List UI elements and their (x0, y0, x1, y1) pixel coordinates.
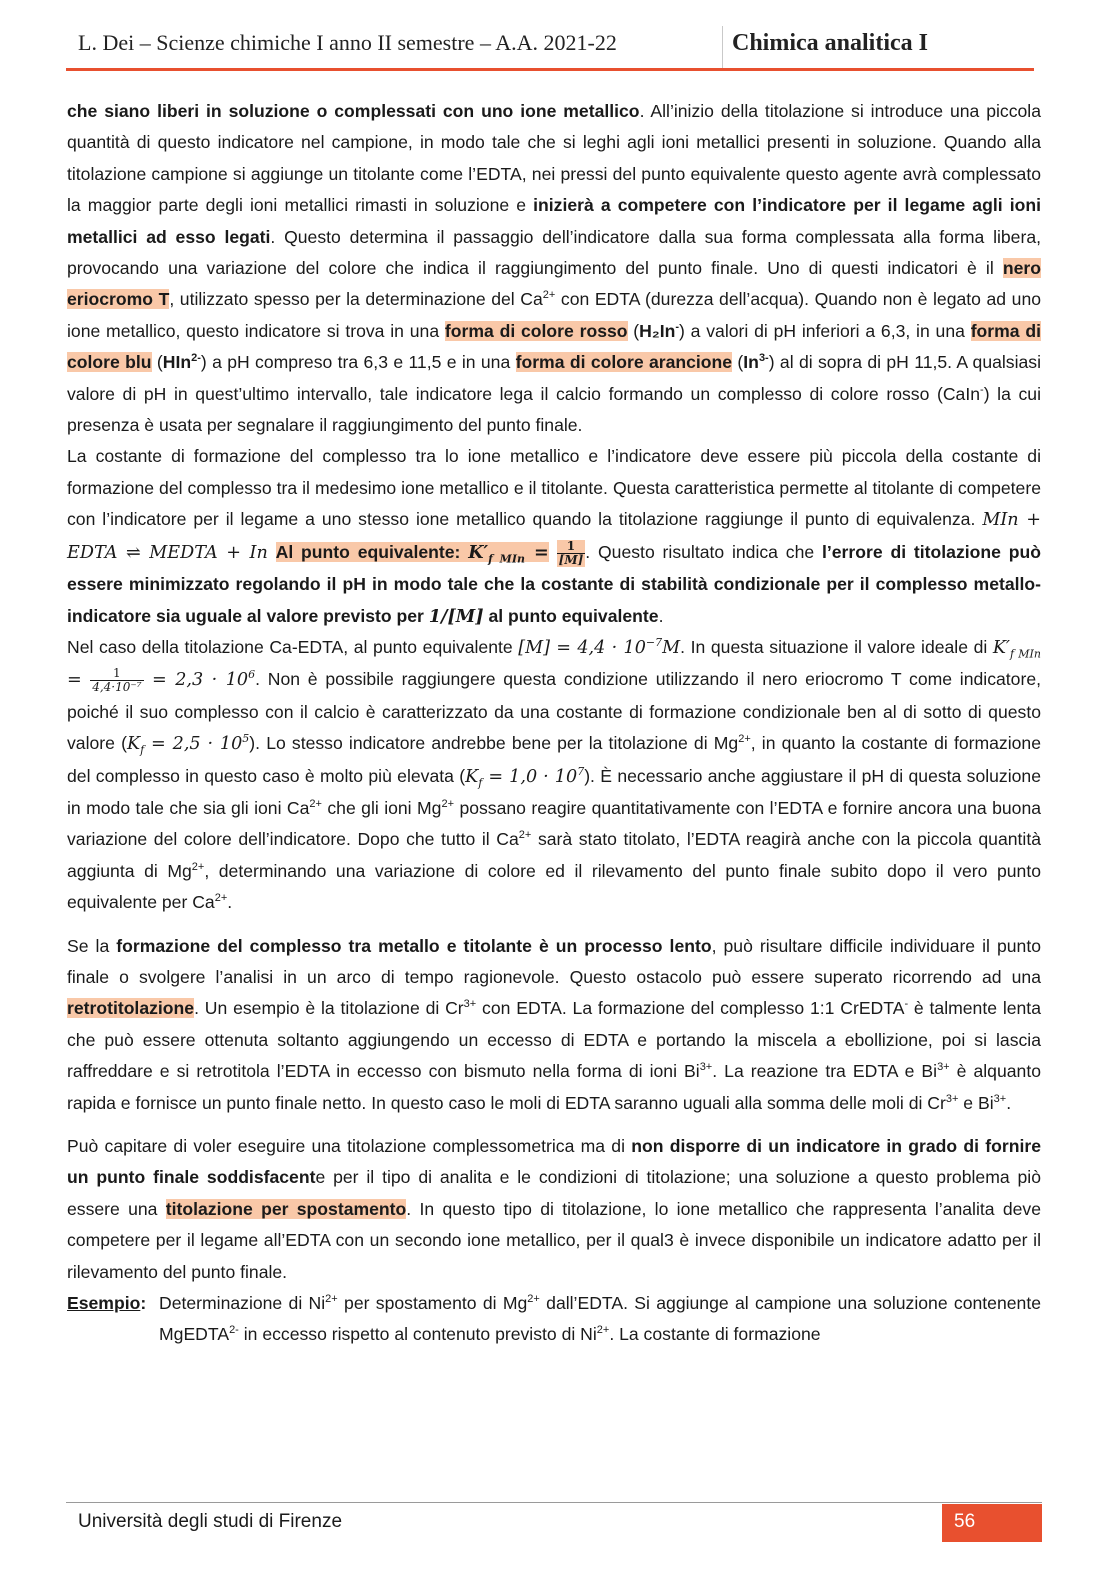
bold-formula: In (743, 352, 759, 373)
superscript: 2+ (518, 829, 532, 842)
superscript: 5 (242, 732, 250, 746)
math-expression: = 1,0 · 10 (482, 766, 578, 787)
text-run: che gli ioni Mg (321, 797, 442, 818)
math-symbol: K′ (992, 637, 1011, 658)
highlight-term: nero eriocromo T (67, 258, 1041, 310)
highlight-term: retrotitolazione (67, 998, 195, 1019)
superscript: - (980, 383, 984, 396)
text-run: per spostamento di Mg (337, 1293, 528, 1314)
text-run: ). È necessario anche aggiustare il pH di questa soluzione in modo tale che sia gli ioni Ca (67, 765, 1041, 818)
bold-phrase: formazione del complesso tra metallo e titolante è un processo lento (116, 935, 712, 956)
header-course-info: L. Dei – Scienze chimiche I anno II semestre – A.A. 2021-22 (78, 30, 617, 55)
superscript: 3+ (937, 1061, 950, 1074)
superscript: −7 (645, 636, 663, 650)
text-run: sarà stato titolato, l’EDTA reagirà anche con la piccola quantità aggiunta di Mg (67, 829, 1041, 881)
superscript: 6 (248, 668, 256, 682)
text-run: . (227, 892, 233, 913)
text-run: . (1006, 1092, 1012, 1113)
superscript: 2+ (542, 289, 556, 302)
text-run: dall’EDTA. Si aggiunge al campione una soluzione contenente MgEDTA (159, 1293, 1041, 1345)
text-run: è alquanto rapida e fornisce un punto finale netto. In questo caso le moli di EDTA saranno uguali alla somma delle moli di Cr (67, 1061, 1041, 1113)
example-label-text: Esempio (67, 1293, 141, 1314)
footer-rule (66, 1502, 1042, 1503)
superscript: - (675, 320, 680, 333)
superscript: 2+ (325, 1293, 338, 1306)
highlight-text: Al punto equivalente: (275, 541, 469, 562)
fraction-denominator: 4,4·10⁻⁷ (92, 680, 142, 695)
text-run: . Un esempio è la titolazione di Cr (194, 998, 464, 1019)
header-rule (66, 68, 1034, 71)
fraction-one-over-m (557, 540, 586, 567)
text-run: , determinando una variazione di colore ed il rilevamento del punto finale subito dopo il vero punto equivalente per Ca (67, 860, 1041, 913)
superscript: 7 (577, 764, 585, 778)
subscript: f MIn (1010, 647, 1041, 661)
text-run (268, 542, 276, 562)
paragraph-indicators (67, 96, 1041, 441)
text-run: . Questo determina il passaggio dell’indicatore dalla sua forma complessata alla forma libera, provocando una variazione del colore che indica il raggiungimento del punto finale. Uno di questi indicatori è il (67, 226, 1041, 279)
superscript: 2+ (527, 1293, 540, 1306)
page-header (66, 22, 1034, 72)
header-divider (722, 26, 723, 68)
highlight-term: forma di colore arancione (515, 352, 733, 373)
math-symbol: M (662, 637, 681, 658)
superscript: 2+ (191, 860, 205, 873)
text-run: . In questa situazione il valore ideale di (680, 636, 993, 657)
text-run: possano reagire quantitativamente con l’EDTA e fornire ancora una buona variazione del colore dell’indicatore. Dopo che tutto il Ca (67, 797, 1042, 850)
superscript: 2- (229, 1324, 239, 1337)
superscript: 3- (758, 352, 769, 365)
text-run: Nel caso della titolazione Ca-EDTA, al punto equivalente (67, 636, 519, 657)
text-run: e Bi (958, 1092, 994, 1113)
math-symbol: K (465, 766, 479, 787)
highlight-term: forma di colore rosso (444, 320, 628, 341)
document-body (67, 96, 1041, 1351)
page-number-box (942, 1504, 1042, 1542)
superscript: 2+ (309, 798, 322, 811)
text-run: ). Lo stesso indicatore andrebbe bene per la titolazione di Mg (249, 733, 739, 754)
superscript: 3+ (463, 998, 477, 1011)
text-run: è talmente lenta che può essere ottenuta soltanto aggiungendo un eccesso di EDTA e portando la miscela a ebollizione, poi si lascia raffreddare e si retrotitola l’EDTA in eccesso con bismuto nella forma di ioni Bi (67, 998, 1041, 1082)
bold-formula: H₂In (639, 320, 676, 341)
text-run: ) la cui presenza è usata per segnalare il raggiungimento del punto finale. (67, 383, 1041, 436)
text-run: . (658, 605, 664, 626)
text-run: , in quanto la costante di formazione del complesso in questo caso è molto più elevata ( (67, 733, 1041, 786)
text-run: , può risultare difficile individuare il punto finale o svolgere l’analisi in un arco di tempo ragionevole. Questo ostacolo può essere superato ricorrendo ad una (67, 935, 1041, 987)
math-symbol: K (126, 734, 141, 755)
text-run: Se la (67, 935, 117, 956)
paragraph-back-titration (67, 931, 1041, 1119)
highlight-term: titolazione per spostamento (165, 1198, 407, 1219)
text-run: ( (151, 352, 163, 373)
footer-university: Università degli studi di Firenze (78, 1511, 343, 1532)
paragraph-formation-constant (67, 441, 1041, 631)
example-text (159, 1288, 1041, 1351)
text-run: Determinazione di Ni (159, 1293, 326, 1314)
text-run: Può capitare di voler eseguire una titolazione complessometrica ma di (67, 1136, 632, 1156)
math-expression: = 2,5 · 10 (144, 734, 243, 755)
fraction-denominator: [M] (558, 552, 584, 567)
fraction-numerator: 1 (90, 667, 143, 681)
text-run: La costante di formazione del complesso tra lo ione metallico e l’indicatore deve essere più piccola della costante di formazione del complesso tra il medesimo ione metallico e il titolante. Questa caratteristica permette al titolante di competere con l’indicatore per il legame a uno stesso ione metallico quando la titolazione raggiunge il punto di equivalenza. (67, 446, 1041, 530)
page-number: 56 (954, 1511, 976, 1532)
bold-phrase: l’errore di titolazione può essere minimizzato regolando il pH in modo tale che la costante di stabilità condizionale per il complesso metallo-indicatore sia uguale al valore previsto per (67, 541, 1041, 626)
text-run: . In questo tipo di titolazione, lo ione metallico che rappresenta l’analita deve competere per il legame all’EDTA con un secondo ione metallico, per il qual3 è invece disponibile un indicatore adatto per il rilevamento del punto finale. (67, 1198, 1041, 1282)
fraction-ideal-constant (90, 667, 143, 694)
math-expression: = 2,3 · 10 (143, 670, 249, 691)
example-colon: : (140, 1293, 147, 1314)
math-symbol: = (67, 670, 91, 691)
bold-phrase: inizierà a competere con l’indicatore per il legame agli ioni metallici ad esso legati (67, 195, 1041, 247)
math-symbol: = (524, 541, 549, 563)
subscript: f MIn (488, 552, 525, 566)
superscript: 2+ (214, 892, 228, 905)
math-expression: 1/[M] (428, 605, 484, 627)
header-subject-title: Chimica analitica I (732, 30, 928, 56)
paragraph-displacement-titration (67, 1131, 1041, 1288)
text-run: con EDTA (durezza dell’acqua). Quando non è legato ad uno ione metallico, questo indicatore si trova in una (67, 289, 1042, 341)
text-run: con EDTA. La formazione del complesso 1:1 CrEDTA (476, 998, 905, 1019)
subscript: f (478, 776, 483, 790)
superscript: 3+ (993, 1092, 1007, 1105)
superscript: 3+ (699, 1061, 713, 1074)
bold-phrase: che siano liberi in soluzione o complessati con uno ione metallico (67, 101, 640, 121)
text-run: . La reazione tra EDTA e Bi (712, 1061, 938, 1082)
example-label (67, 1288, 159, 1351)
text-run: in eccesso rispetto al contenuto previsto di Ni (238, 1324, 597, 1345)
example-block (67, 1288, 1041, 1351)
superscript: 2+ (596, 1324, 610, 1337)
superscript: 2- (191, 352, 201, 365)
superscript: 2+ (441, 798, 455, 811)
superscript: - (904, 998, 909, 1011)
text-run: , utilizzato spesso per la determinazione del Ca (169, 289, 543, 310)
superscript: 3+ (945, 1092, 959, 1105)
subscript: f (140, 743, 145, 757)
text-run: ) a pH compreso tra 6,3 e 11,5 e in una (200, 352, 516, 373)
superscript: 2+ (738, 733, 751, 746)
text-run: ) al di sopra di pH 11,5. A qualsiasi valore di pH in quest’ultimo intervallo, tale indicatore lega il calcio formando un complesso di colore rosso (CaIn (67, 352, 1042, 404)
paragraph-ca-edta (67, 632, 1041, 919)
text-run: . Questo risultato indica che (585, 541, 822, 562)
highlight-equivalence-point (275, 541, 549, 566)
math-expression: [M] = 4,4 · 10 (518, 637, 646, 658)
bold-formula: HIn (162, 352, 192, 373)
reaction-equation: MIn + EDTA ⇌ MEDTA + In (67, 510, 1041, 563)
bold-phrase: non disporre di un indicatore in grado di fornire un punto finale soddisfacent (67, 1136, 1041, 1188)
highlight-term: forma di colore blu (67, 320, 1042, 373)
text-run: ( (627, 320, 640, 341)
bold-phrase: al punto equivalente (483, 605, 659, 626)
text-run: . All’inizio della titolazione si introduce una piccola quantità di questo indicatore nel campione, in modo tale che si leghi agli ioni metallici presenti in soluzione. Quando alla titolazione campione si aggiunge un titolante come l’EDTA, nei pressi del punto equivalente questo agente avrà complessato la maggior parte degli ioni metallici rimasti in soluzione e (67, 101, 1041, 216)
text-run: e per il tipo di analita e le condizioni di titolazione; una soluzione a questo problema piò essere una (67, 1167, 1041, 1219)
text-run: . La costante di formazione (609, 1324, 821, 1345)
math-symbol: K′ (468, 541, 489, 563)
text-run: . Non è possibile raggiungere questa condizione utilizzando il nero eriocromo T come indicatore, poiché il suo complesso con il calcio è caratterizzato da una costante di formazione condizionale ben al di sotto di questo valore ( (67, 669, 1041, 754)
text-run: ( (732, 352, 744, 373)
text-run: ) a valori di pH inferiori a 6,3, in una (679, 320, 971, 341)
fraction-numerator: 1 (557, 540, 586, 554)
